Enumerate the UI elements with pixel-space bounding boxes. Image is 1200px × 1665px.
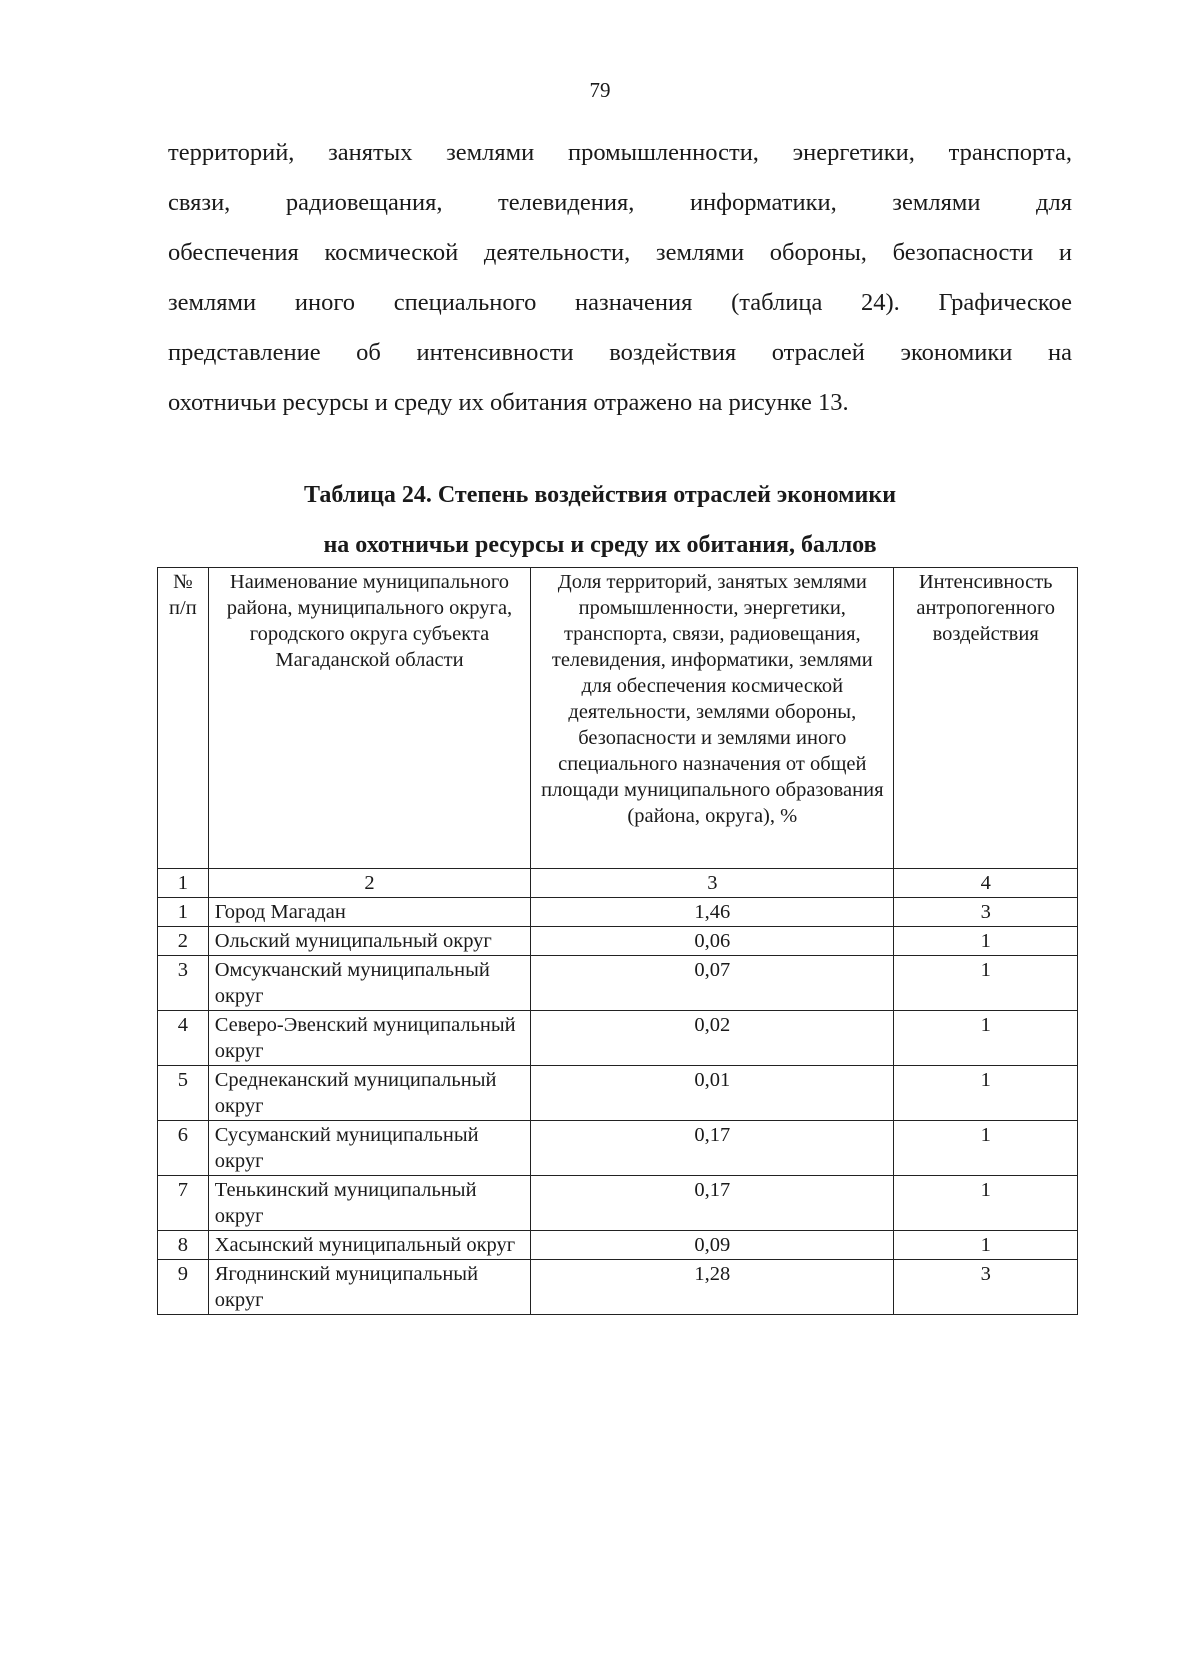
row-name: Город Магадан	[208, 898, 531, 927]
row-intensity: 3	[894, 1260, 1078, 1315]
row-share: 0,09	[531, 1231, 894, 1260]
header-intensity: Интенсивность антропогенного воздействия	[894, 568, 1078, 869]
table-row	[158, 898, 1078, 927]
row-num: 6	[158, 1121, 209, 1176]
row-name: Ягоднинский муниципальный округ	[208, 1260, 531, 1315]
row-num: 5	[158, 1066, 209, 1121]
row-name: Тенькинский муниципальный округ	[208, 1176, 531, 1231]
paragraph-line: территорий, занятых землями промышленности, энергетики, транспорта,	[168, 139, 1072, 166]
table-title-line: на охотничьи ресурсы и среду их обитания, баллов	[323, 532, 877, 558]
row-share: 0,01	[531, 1066, 894, 1121]
paragraph-line: обеспечения космической деятельности, землями обороны, безопасности и	[168, 239, 1072, 266]
row-share: 0,06	[531, 927, 894, 956]
table-row	[158, 1260, 1078, 1315]
row-num: 7	[158, 1176, 209, 1231]
row-share: 0,07	[531, 956, 894, 1011]
table-row	[158, 1066, 1078, 1121]
row-intensity: 1	[894, 956, 1078, 1011]
row-num: 8	[158, 1231, 209, 1260]
header-num: № п/п	[158, 568, 209, 869]
row-num: 3	[158, 956, 209, 1011]
row-name: Северо-Эвенский муниципальный округ	[208, 1011, 531, 1066]
row-name: Среднеканский муниципальный округ	[208, 1066, 531, 1121]
column-index: 1	[158, 869, 209, 898]
paragraph-line: связи, радиовещания, телевидения, информатики, землями для	[168, 189, 1072, 216]
header-name: Наименование муниципального района, муниципального округа, городского округа субъекта Магаданской области	[208, 568, 531, 869]
table-row	[158, 1176, 1078, 1231]
row-num: 4	[158, 1011, 209, 1066]
data-table	[157, 567, 1078, 1315]
table-row	[158, 956, 1078, 1011]
table-title-line: Таблица 24. Степень воздействия отраслей экономики	[303, 482, 897, 508]
page-number: 79	[589, 78, 611, 102]
table-row	[158, 927, 1078, 956]
row-intensity: 3	[894, 898, 1078, 927]
row-num: 1	[158, 898, 209, 927]
table-row	[158, 1011, 1078, 1066]
paragraph-line: охотничьи ресурсы и среду их обитания отражено на рисунке 13.	[168, 389, 849, 416]
table-header-row	[158, 568, 1078, 869]
table-row	[158, 1121, 1078, 1176]
row-num: 9	[158, 1260, 209, 1315]
row-share: 0,17	[531, 1176, 894, 1231]
body-paragraph	[168, 128, 1072, 428]
row-num: 2	[158, 927, 209, 956]
row-name: Омсукчанский муниципальный округ	[208, 956, 531, 1011]
row-share: 1,28	[531, 1260, 894, 1315]
row-intensity: 1	[894, 1121, 1078, 1176]
column-index: 2	[208, 869, 531, 898]
table-title	[0, 470, 1200, 570]
column-index: 4	[894, 869, 1078, 898]
column-index: 3	[531, 869, 894, 898]
row-intensity: 1	[894, 1176, 1078, 1231]
row-intensity: 1	[894, 1011, 1078, 1066]
table-row	[158, 1231, 1078, 1260]
column-index-row	[158, 869, 1078, 898]
row-intensity: 1	[894, 927, 1078, 956]
row-name: Хасынский муниципальный округ	[208, 1231, 531, 1260]
row-name: Сусуманский муниципальный округ	[208, 1121, 531, 1176]
row-share: 0,17	[531, 1121, 894, 1176]
paragraph-line: землями иного специального назначения (таблица 24). Графическое	[168, 289, 1072, 316]
row-share: 0,02	[531, 1011, 894, 1066]
paragraph-line: представление об интенсивности воздействия отраслей экономики на	[168, 339, 1072, 366]
row-intensity: 1	[894, 1066, 1078, 1121]
header-share: Доля территорий, занятых землями промышленности, энергетики, транспорта, связи, радиовещания, телевидения, информатики, землями для обеспечения космической деятельности, землями обороны, безопасности и землями иного специального назначения от общей площади муниципального образования (района, округа), %	[531, 568, 894, 869]
row-intensity: 1	[894, 1231, 1078, 1260]
row-share: 1,46	[531, 898, 894, 927]
row-name: Ольский муниципальный округ	[208, 927, 531, 956]
